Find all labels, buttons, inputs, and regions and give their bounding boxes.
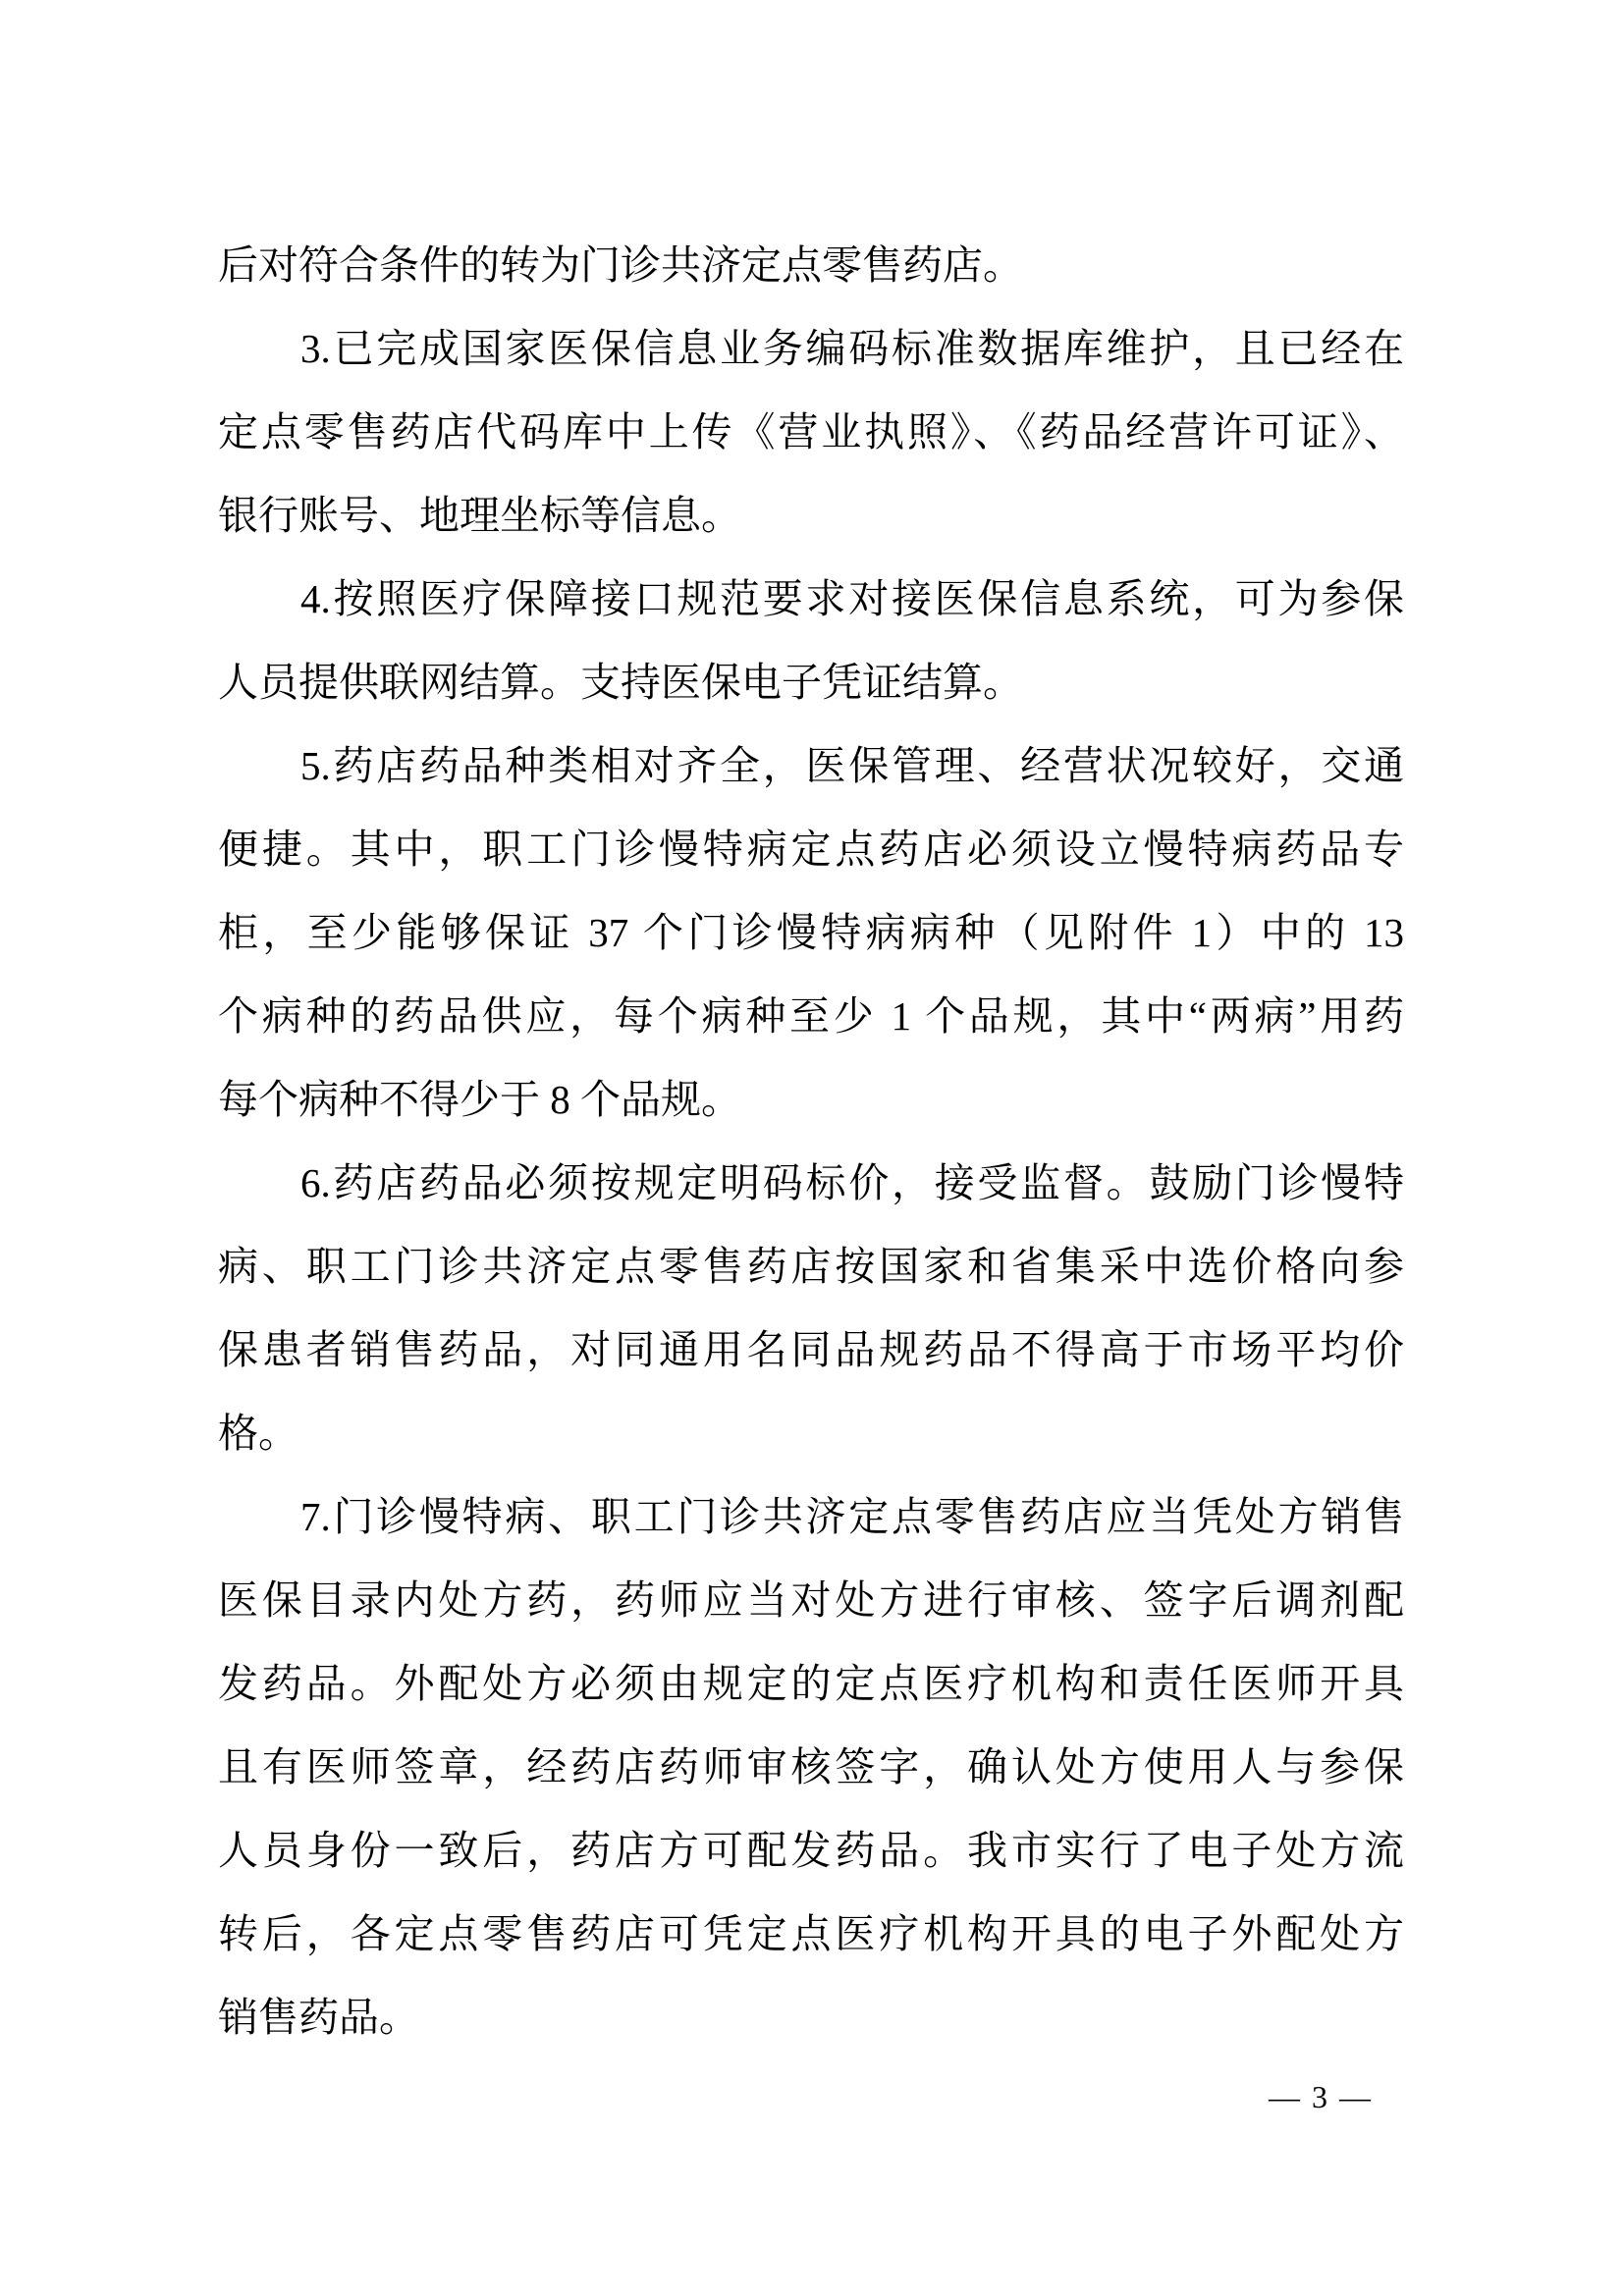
text-line: 且有医师签章，经药店药师审核签字，确认处方使用人与参保	[218, 1744, 1404, 1789]
text-line: 银行账号、地理坐标等信息。	[218, 493, 741, 538]
text-line: 人员提供联网结算。支持医保电子凭证结算。	[218, 660, 1023, 705]
text-line: 后对符合条件的转为门诊共济定点零售药店。	[218, 242, 1023, 288]
text-line: 柜，至少能够保证 37 个门诊慢特病病种（见附件 1）中的 13	[218, 910, 1404, 955]
text-line: 格。	[218, 1411, 298, 1456]
text-line: 便捷。其中，职工门诊慢特病定点药店必须设立慢特病药品专	[218, 827, 1404, 872]
text-line: 5.药店药品种类相对齐全，医保管理、经营状况较好，交通	[300, 743, 1404, 788]
text-line: 4.按照医疗保障接口规范要求对接医保信息系统，可为参保	[300, 576, 1404, 621]
text-line: 定点零售药店代码库中上传《营业执照》、《药品经营许可证》、	[218, 409, 1404, 454]
text-line: 3.已完成国家医保信息业务编码标准数据库维护，且已经在	[300, 326, 1404, 371]
text-line: 保患者销售药品，对同通用名同品规药品不得高于市场平均价	[218, 1327, 1404, 1372]
text-line: 6.药店药品必须按规定明码标价，接受监督。鼓励门诊慢特	[300, 1160, 1404, 1205]
page-number: — 3 —	[1269, 2079, 1373, 2114]
text-line: 转后，各定点零售药店可凭定点医疗机构开具的电子外配处方	[218, 1911, 1404, 1956]
text-line: 发药品。外配处方必须由规定的定点医疗机构和责任医师开具	[218, 1661, 1404, 1706]
text-line: 人员身份一致后，药店方可配发药品。我市实行了电子处方流	[218, 1828, 1404, 1873]
document-body	[218, 224, 1404, 2059]
text-line: 个病种的药品供应，每个病种至少 1 个品规，其中“两病”用药	[218, 993, 1404, 1039]
text-line: 医保目录内处方药，药师应当对处方进行审核、签字后调剂配	[218, 1577, 1404, 1623]
text-line: 每个病种不得少于 8 个品规。	[218, 1077, 741, 1122]
text-line: 病、职工门诊共济定点零售药店按国家和省集采中选价格向参	[218, 1244, 1404, 1289]
text-line: 7.门诊慢特病、职工门诊共济定点零售药店应当凭处方销售	[300, 1494, 1404, 1539]
text-line: 销售药品。	[218, 1995, 419, 2040]
